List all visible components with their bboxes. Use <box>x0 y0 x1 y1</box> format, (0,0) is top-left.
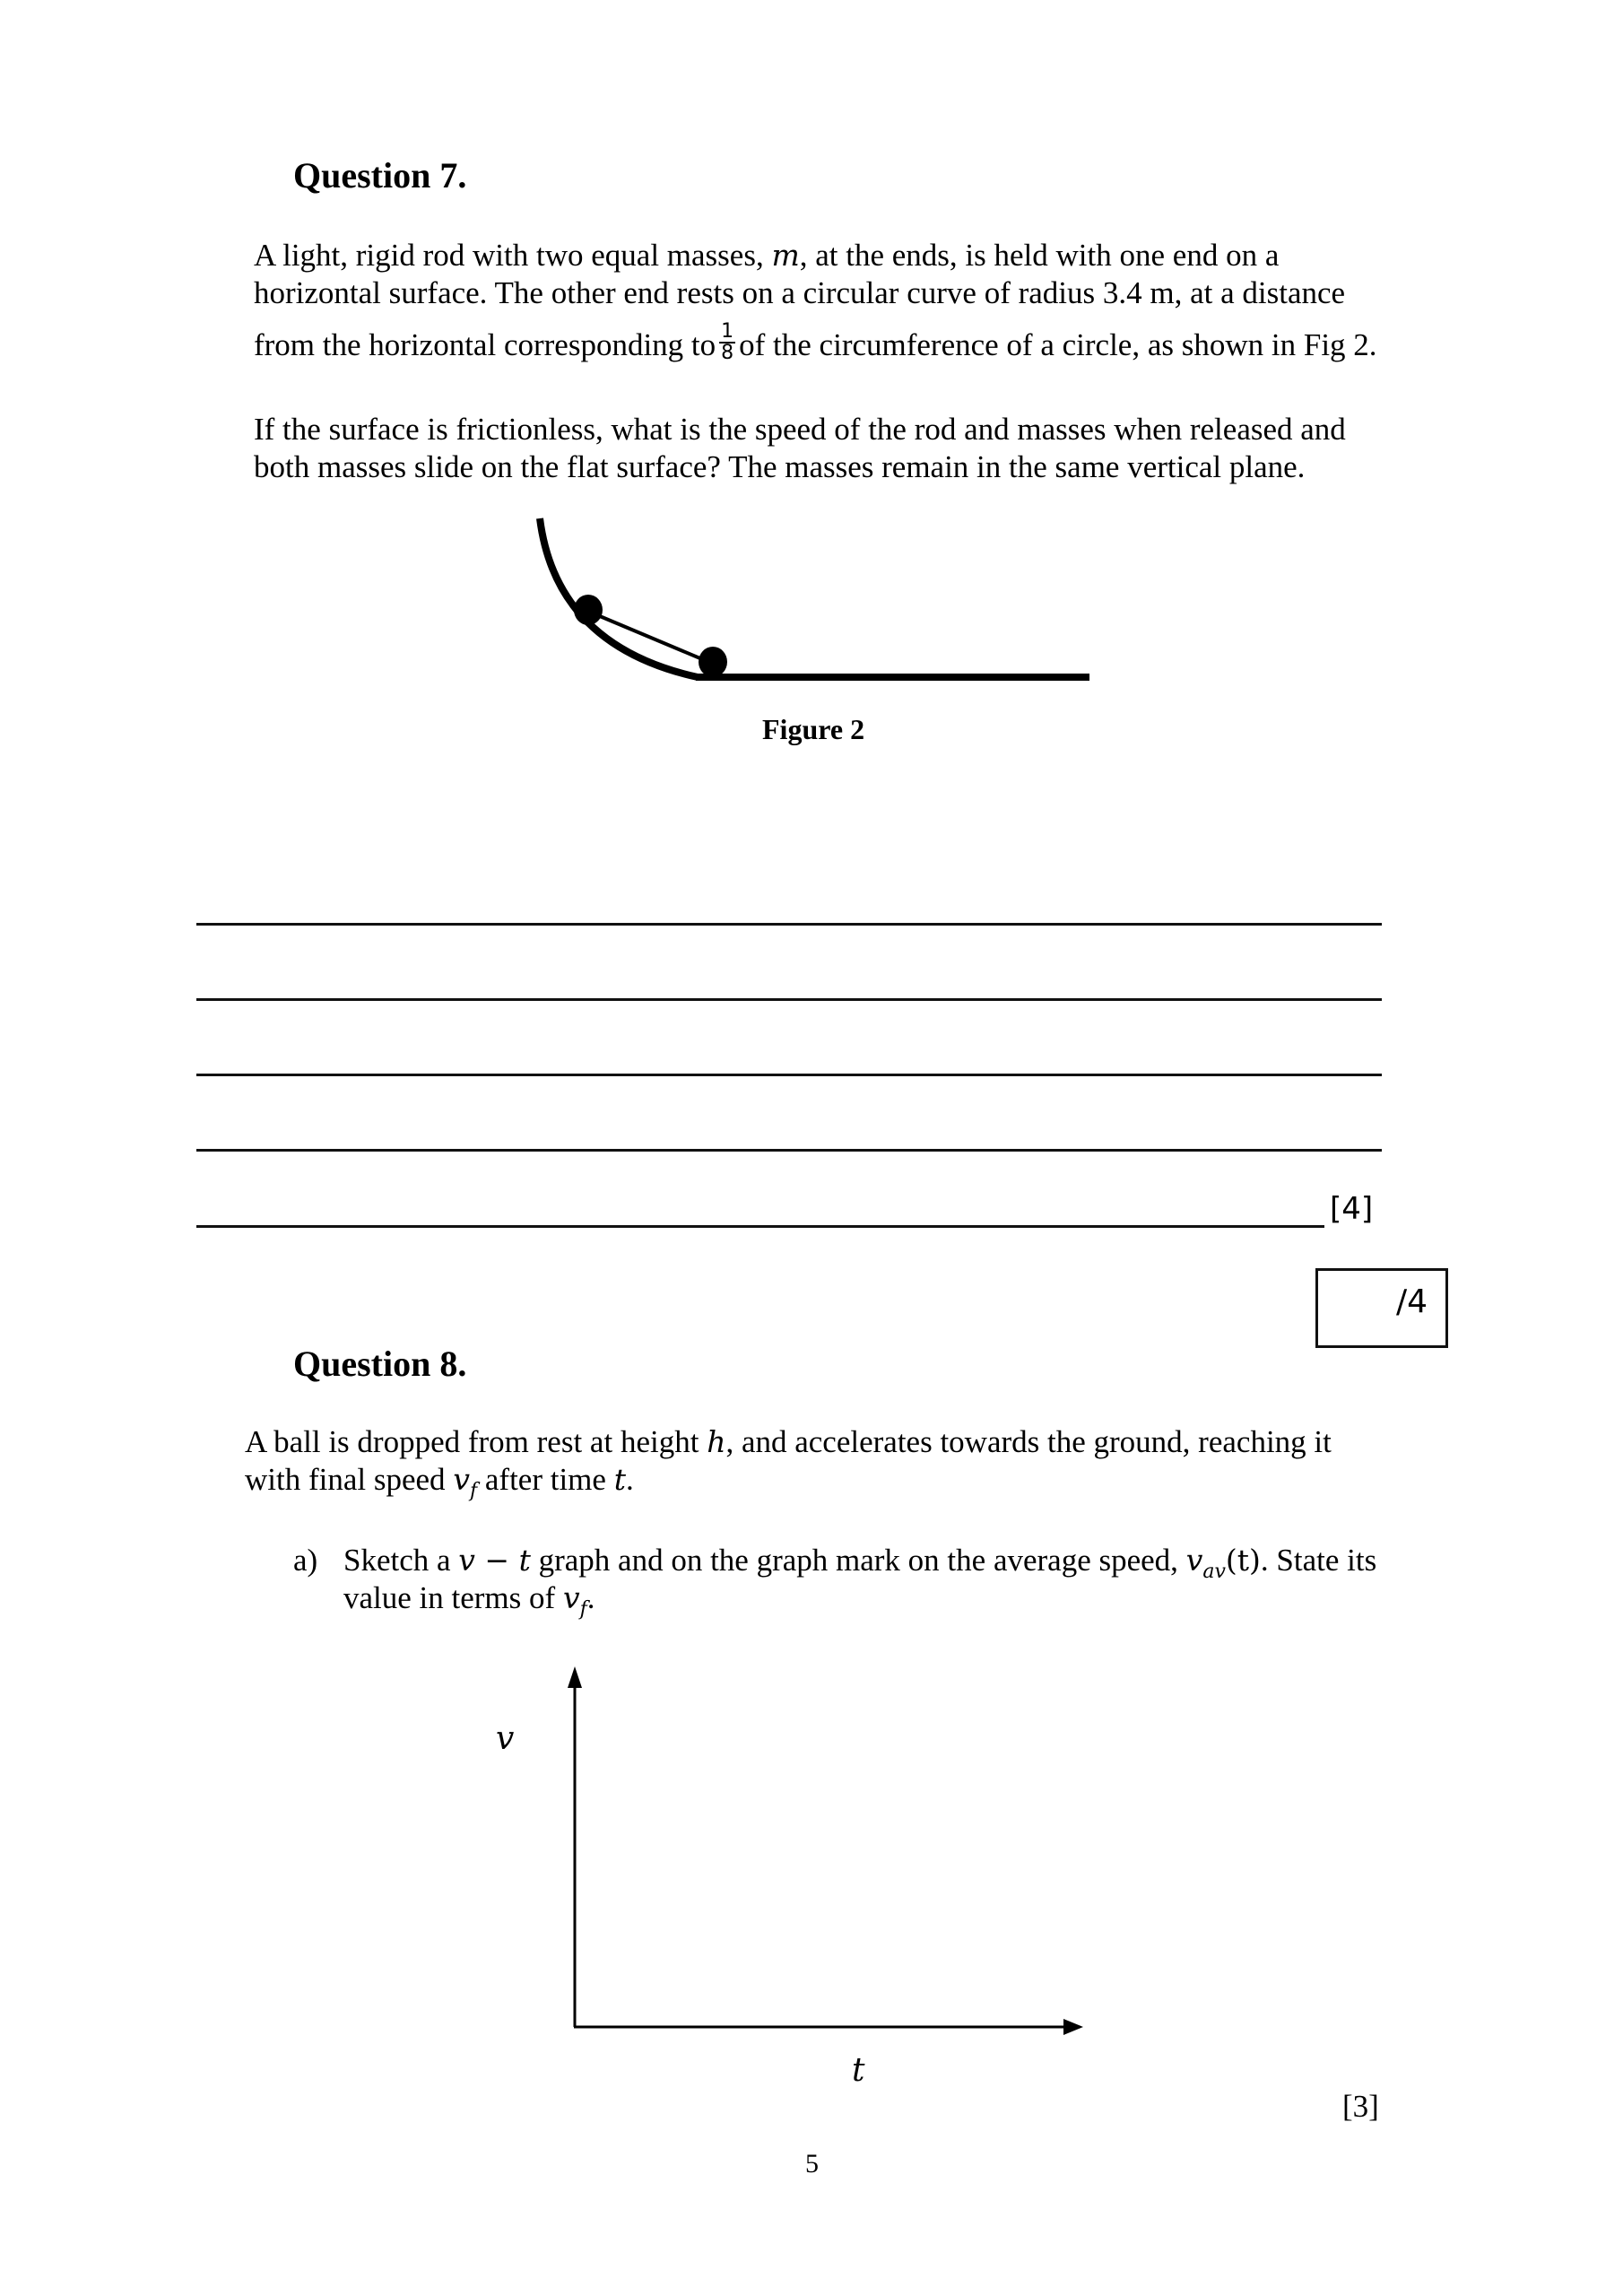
var-m: m <box>771 238 800 273</box>
var-v-av: v <box>1185 1543 1203 1578</box>
q8a-marks-label: [3] <box>1342 2089 1379 2124</box>
text: , and accelerates towards the ground, reaching it <box>725 1424 1332 1459</box>
q7-marks-label: [4] <box>1330 1191 1374 1227</box>
text: A light, rigid rod with two equal masses, <box>254 238 772 273</box>
text: from the horizontal corresponding to <box>254 327 716 362</box>
subscript-f: f <box>579 1598 587 1621</box>
x-axis-arrow-icon <box>1063 2019 1083 2035</box>
text: Sketch a <box>343 1543 459 1578</box>
arg-t: (t) <box>1225 1543 1261 1578</box>
var-v: v <box>453 1462 470 1497</box>
q7-score-total: /4 <box>1395 1283 1428 1320</box>
text: graph and on the graph mark on the average speed, <box>530 1543 1186 1578</box>
text: after time <box>477 1462 614 1497</box>
text: A ball is dropped from rest at height <box>245 1424 707 1459</box>
var-v: v <box>562 1580 580 1615</box>
text: . <box>625 1462 634 1497</box>
text: with final speed <box>245 1462 454 1497</box>
fraction-numerator: 1 <box>721 319 734 343</box>
q7-para2-line1: If the surface is frictionless, what is the speed of the rod and masses when released and <box>254 412 1346 447</box>
figure-2-caption: Figure 2 <box>762 713 865 745</box>
q7-para1-line2: horizontal surface. The other end rests on a circular curve of radius 3.4 m, at a distance <box>254 275 1346 310</box>
question-7-title: Question 7. <box>293 155 467 196</box>
var-t: t <box>613 1462 626 1497</box>
question-8-title: Question 8. <box>293 1344 467 1384</box>
text: , at the ends, is held with one end on a <box>799 238 1280 273</box>
graph-y-label: v <box>496 1720 515 1757</box>
subscript-f: f <box>469 1480 478 1502</box>
page-number: 5 <box>805 2149 819 2179</box>
var-h: h <box>707 1424 726 1459</box>
fraction-denominator: 8 <box>721 341 734 364</box>
text: . State its <box>1260 1543 1377 1578</box>
text: value in terms of <box>343 1580 563 1615</box>
text: of the circumference of a circle, as shown in Fig 2. <box>739 327 1377 362</box>
text: . <box>586 1580 595 1615</box>
subscript-av: av <box>1202 1561 1226 1583</box>
q7-para2-line2: both masses slide on the flat surface? The masses remain in the same vertical plane. <box>254 449 1306 484</box>
y-axis-arrow-icon <box>568 1666 582 1688</box>
q8a-label: a) <box>293 1543 318 1578</box>
graph-x-label: t <box>852 2052 865 2089</box>
math-v-minus-t: v − t <box>458 1543 531 1578</box>
